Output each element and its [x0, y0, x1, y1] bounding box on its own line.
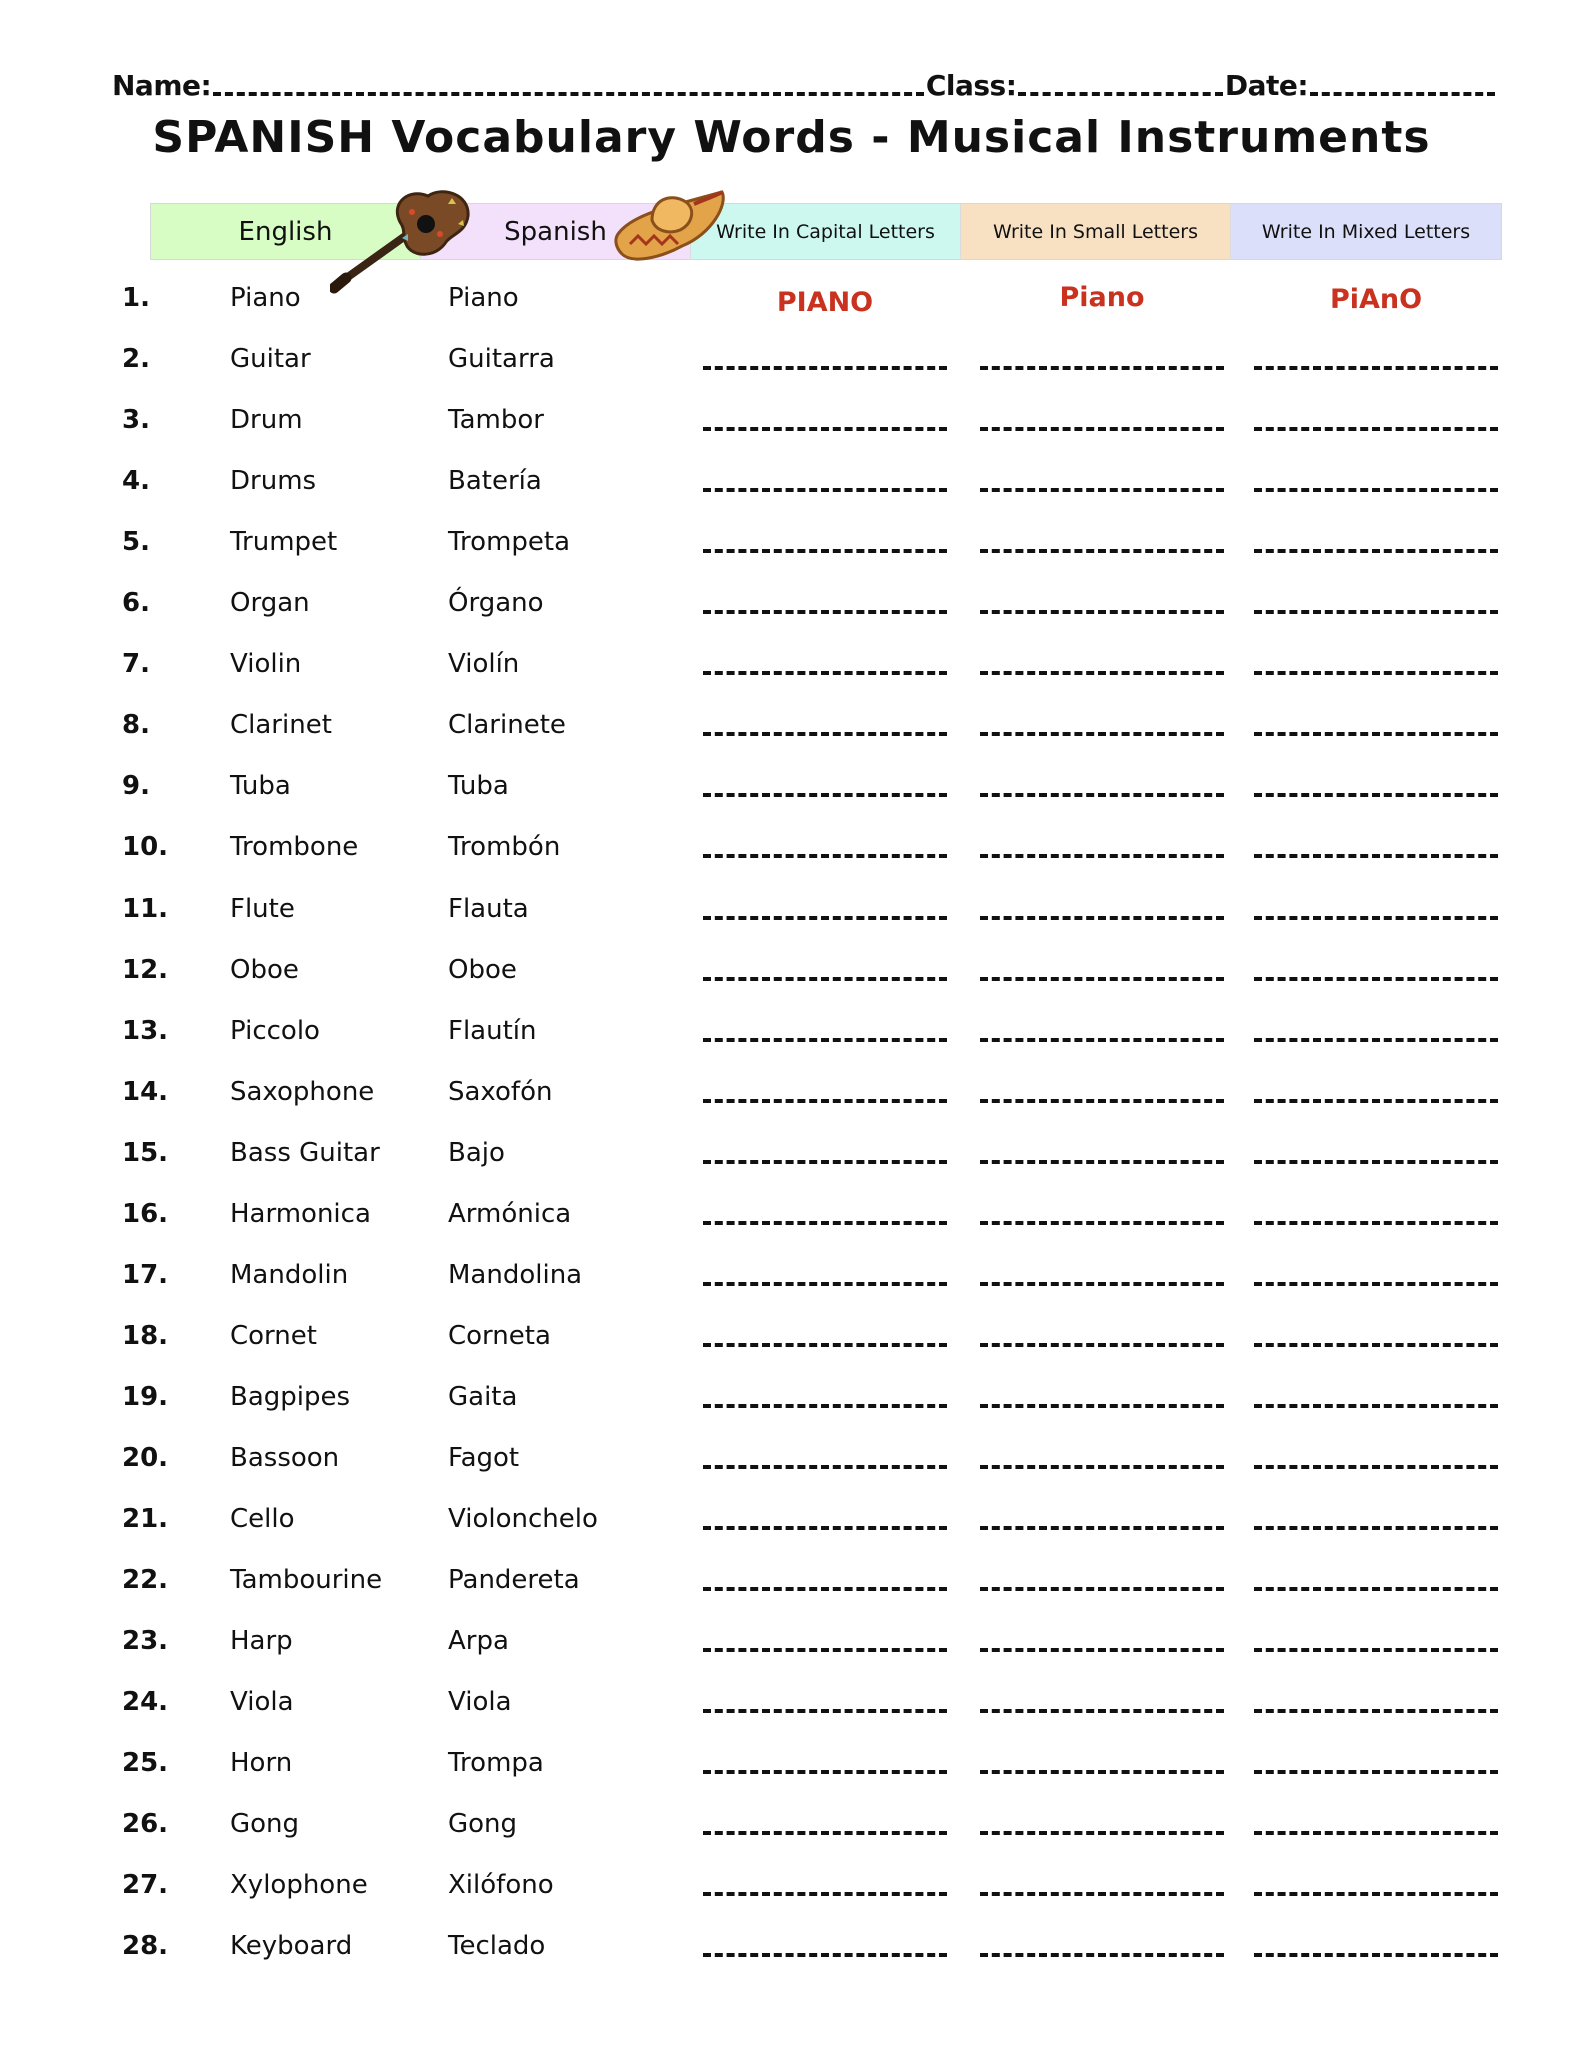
- spanish-word: Batería: [448, 466, 542, 496]
- spanish-word: Armónica: [448, 1199, 572, 1229]
- table-row: [0, 832, 1583, 872]
- spanish-word: Tuba: [448, 771, 509, 801]
- spanish-word: Gaita: [448, 1382, 518, 1412]
- capital-letters-blank[interactable]: [703, 1465, 947, 1469]
- row-number: 6.: [122, 588, 150, 618]
- mixed-letters-blank[interactable]: [1254, 1526, 1498, 1530]
- small-letters-blank[interactable]: [980, 1343, 1224, 1347]
- row-number: 10.: [122, 832, 169, 862]
- row-number: 7.: [122, 649, 150, 679]
- table-row: [0, 283, 1583, 323]
- table-row: [0, 894, 1583, 934]
- capital-letters-blank[interactable]: [703, 1648, 947, 1652]
- english-word: Organ: [230, 588, 310, 618]
- capital-letters-blank[interactable]: [703, 1831, 947, 1835]
- small-letters-blank[interactable]: [980, 488, 1224, 492]
- table-row: [0, 1321, 1583, 1361]
- english-word: Trombone: [230, 832, 359, 862]
- row-number: 16.: [122, 1199, 169, 1229]
- english-word: Tambourine: [230, 1565, 383, 1595]
- row-number: 11.: [122, 894, 169, 924]
- table-row: [0, 1138, 1583, 1178]
- table-row: [0, 1260, 1583, 1300]
- capital-letters-blank[interactable]: [703, 1282, 947, 1286]
- table-row: [0, 1931, 1583, 1971]
- spanish-word: Bajo: [448, 1138, 505, 1168]
- spanish-word: Arpa: [448, 1626, 509, 1656]
- table-row: [0, 405, 1583, 445]
- small-letters-blank[interactable]: [980, 1648, 1224, 1652]
- english-word: Viola: [230, 1687, 294, 1717]
- spanish-word: Mandolina: [448, 1260, 583, 1290]
- name-label: Name:: [112, 69, 212, 102]
- spanish-word: Oboe: [448, 955, 517, 985]
- english-word: Cello: [230, 1504, 295, 1534]
- capital-letters-blank[interactable]: [703, 1770, 947, 1774]
- date-label: Date:: [1224, 69, 1309, 102]
- mixed-letters-blank[interactable]: [1254, 1831, 1498, 1835]
- capital-letters-blank[interactable]: [703, 1404, 947, 1408]
- spanish-word: Trompa: [448, 1748, 544, 1778]
- mixed-letters-blank[interactable]: [1254, 1465, 1498, 1469]
- english-word: Trumpet: [230, 527, 338, 557]
- column-header-mixed: Write In Mixed Letters: [1231, 204, 1501, 259]
- capital-letters-blank[interactable]: [703, 1526, 947, 1530]
- capital-letters-blank[interactable]: [703, 977, 947, 981]
- mixed-letters-blank[interactable]: [1254, 1648, 1498, 1652]
- column-header-small: Write In Small Letters: [961, 204, 1231, 259]
- small-letters-blank[interactable]: [980, 1770, 1224, 1774]
- row-number: 14.: [122, 1077, 169, 1107]
- row-number: 23.: [122, 1626, 169, 1656]
- mixed-letters-blank[interactable]: [1254, 1099, 1498, 1103]
- capital-letters-blank[interactable]: [703, 671, 947, 675]
- english-word: Horn: [230, 1748, 293, 1778]
- spanish-word: Corneta: [448, 1321, 551, 1351]
- mixed-letters-blank[interactable]: [1254, 1587, 1498, 1591]
- small-letters-blank[interactable]: [980, 610, 1224, 614]
- spanish-word: Flauta: [448, 894, 529, 924]
- row-number: 21.: [122, 1504, 169, 1534]
- row-number: 18.: [122, 1321, 169, 1351]
- class-label: Class:: [925, 69, 1017, 102]
- mixed-letters-blank[interactable]: [1254, 427, 1498, 431]
- english-word: Bass Guitar: [230, 1138, 380, 1168]
- column-header-english: English: [151, 204, 421, 259]
- spanish-word: Xilófono: [448, 1870, 554, 1900]
- spanish-word: Violín: [448, 649, 520, 679]
- table-row: [0, 344, 1583, 384]
- english-word: Violin: [230, 649, 302, 679]
- table-row: [0, 1504, 1583, 1544]
- mixed-letters-blank[interactable]: [1254, 1770, 1498, 1774]
- small-letters-blank[interactable]: [980, 1099, 1224, 1103]
- spanish-word: Tambor: [448, 405, 544, 435]
- row-number: 12.: [122, 955, 169, 985]
- row-number: 13.: [122, 1016, 169, 1046]
- table-row: [0, 1443, 1583, 1483]
- mixed-letters-blank[interactable]: [1254, 732, 1498, 736]
- capital-letters-blank[interactable]: [703, 549, 947, 553]
- english-word: Flute: [230, 894, 295, 924]
- mixed-letters-blank[interactable]: [1254, 1404, 1498, 1408]
- row-number: 2.: [122, 344, 150, 374]
- capital-letters-blank[interactable]: [703, 1160, 947, 1164]
- small-letters-blank[interactable]: [980, 427, 1224, 431]
- spanish-word: Clarinete: [448, 710, 566, 740]
- row-number: 5.: [122, 527, 150, 557]
- column-header-capital: Write In Capital Letters: [691, 204, 961, 259]
- small-letters-blank[interactable]: [980, 1587, 1224, 1591]
- small-letters-blank[interactable]: [980, 732, 1224, 736]
- english-word: Clarinet: [230, 710, 332, 740]
- mixed-letters-blank[interactable]: [1254, 549, 1498, 553]
- spanish-word: Viola: [448, 1687, 512, 1717]
- small-letters-blank[interactable]: [980, 977, 1224, 981]
- english-word: Gong: [230, 1809, 300, 1839]
- spanish-word: Saxofón: [448, 1077, 553, 1107]
- row-number: 28.: [122, 1931, 169, 1961]
- mixed-letters-blank[interactable]: [1254, 1709, 1498, 1713]
- capital-letters-blank[interactable]: [703, 732, 947, 736]
- english-word: Tuba: [230, 771, 291, 801]
- english-word: Bassoon: [230, 1443, 340, 1473]
- table-row: [0, 1199, 1583, 1239]
- row-number: 25.: [122, 1748, 169, 1778]
- example-capital: PIANO: [776, 287, 874, 318]
- row-number: 17.: [122, 1260, 169, 1290]
- english-word: Xylophone: [230, 1870, 368, 1900]
- table-row: [0, 1809, 1583, 1849]
- mixed-letters-blank[interactable]: [1254, 916, 1498, 920]
- mixed-letters-blank[interactable]: [1254, 854, 1498, 858]
- table-row: [0, 527, 1583, 567]
- mixed-letters-blank[interactable]: [1254, 977, 1498, 981]
- table-row: [0, 1565, 1583, 1605]
- mixed-letters-blank[interactable]: [1254, 610, 1498, 614]
- table-row: [0, 1077, 1583, 1117]
- mixed-letters-blank[interactable]: [1254, 1038, 1498, 1042]
- row-number: 19.: [122, 1382, 169, 1412]
- table-row: [0, 1687, 1583, 1727]
- date-blank[interactable]: [1310, 92, 1495, 96]
- spanish-word: Trompeta: [448, 527, 571, 557]
- spanish-word: Guitarra: [448, 344, 555, 374]
- table-row: [0, 1748, 1583, 1788]
- mixed-letters-blank[interactable]: [1254, 1892, 1498, 1896]
- capital-letters-blank[interactable]: [703, 610, 947, 614]
- spanish-word: Teclado: [448, 1931, 546, 1961]
- row-number: 3.: [122, 405, 150, 435]
- spanish-word: Gong: [448, 1809, 518, 1839]
- table-row: [0, 1870, 1583, 1910]
- row-number: 8.: [122, 710, 150, 740]
- english-word: Harmonica: [230, 1199, 371, 1229]
- small-letters-blank[interactable]: [980, 671, 1224, 675]
- table-row: [0, 466, 1583, 506]
- small-letters-blank[interactable]: [980, 793, 1224, 797]
- mixed-letters-blank[interactable]: [1254, 1953, 1498, 1957]
- example-mixed: PiAnO: [1329, 284, 1423, 315]
- english-word: Keyboard: [230, 1931, 353, 1961]
- small-letters-blank[interactable]: [980, 1160, 1224, 1164]
- row-number: 20.: [122, 1443, 169, 1473]
- table-row: [0, 771, 1583, 811]
- spanish-word: Violonchelo: [448, 1504, 598, 1534]
- capital-letters-blank[interactable]: [703, 366, 947, 370]
- english-word: Saxophone: [230, 1077, 375, 1107]
- capital-letters-blank[interactable]: [703, 1343, 947, 1347]
- capital-letters-blank[interactable]: [703, 916, 947, 920]
- mixed-letters-blank[interactable]: [1254, 1282, 1498, 1286]
- mixed-letters-blank[interactable]: [1254, 488, 1498, 492]
- capital-letters-blank[interactable]: [703, 854, 947, 858]
- row-number: 22.: [122, 1565, 169, 1595]
- capital-letters-blank[interactable]: [703, 1892, 947, 1896]
- row-number: 15.: [122, 1138, 169, 1168]
- capital-letters-blank[interactable]: [703, 488, 947, 492]
- small-letters-blank[interactable]: [980, 916, 1224, 920]
- spanish-word: Flautín: [448, 1016, 537, 1046]
- mixed-letters-blank[interactable]: [1254, 671, 1498, 675]
- small-letters-blank[interactable]: [980, 1038, 1224, 1042]
- mixed-letters-blank[interactable]: [1254, 1160, 1498, 1164]
- small-letters-blank[interactable]: [980, 1526, 1224, 1530]
- capital-letters-blank[interactable]: [703, 427, 947, 431]
- row-number: 27.: [122, 1870, 169, 1900]
- spanish-word: Trombón: [448, 832, 561, 862]
- spanish-word: Piano: [448, 283, 519, 313]
- english-word: Piccolo: [230, 1016, 320, 1046]
- small-letters-blank[interactable]: [980, 1709, 1224, 1713]
- row-number: 24.: [122, 1687, 169, 1717]
- spanish-word: Órgano: [448, 588, 544, 618]
- class-blank[interactable]: [1018, 92, 1222, 96]
- small-letters-blank[interactable]: [980, 1282, 1224, 1286]
- english-word: Cornet: [230, 1321, 317, 1351]
- spanish-word: Pandereta: [448, 1565, 580, 1595]
- name-blank[interactable]: [213, 92, 924, 96]
- english-word: Piano: [230, 283, 301, 313]
- page-title: SPANISH Vocabulary Words - Musical Instruments: [152, 112, 1431, 163]
- table-row: [0, 588, 1583, 628]
- example-small: Piano: [1059, 282, 1145, 313]
- table-row: [0, 1016, 1583, 1056]
- capital-letters-blank[interactable]: [703, 1953, 947, 1957]
- table-row: [0, 649, 1583, 689]
- english-word: Harp: [230, 1626, 293, 1656]
- capital-letters-blank[interactable]: [703, 1038, 947, 1042]
- mixed-letters-blank[interactable]: [1254, 1221, 1498, 1225]
- small-letters-blank[interactable]: [980, 1831, 1224, 1835]
- small-letters-blank[interactable]: [980, 1221, 1224, 1225]
- mixed-letters-blank[interactable]: [1254, 1343, 1498, 1347]
- mixed-letters-blank[interactable]: [1254, 366, 1498, 370]
- small-letters-blank[interactable]: [980, 854, 1224, 858]
- column-header-spanish: Spanish: [421, 204, 691, 259]
- small-letters-blank[interactable]: [980, 1465, 1224, 1469]
- sombrero-icon: [612, 184, 732, 268]
- english-word: Bagpipes: [230, 1382, 351, 1412]
- capital-letters-blank[interactable]: [703, 1587, 947, 1591]
- guitar-icon: [330, 182, 480, 294]
- student-info-line: [112, 62, 1497, 102]
- table-row: [0, 1626, 1583, 1666]
- capital-letters-blank[interactable]: [703, 1099, 947, 1103]
- small-letters-blank[interactable]: [980, 1892, 1224, 1896]
- english-word: Drums: [230, 466, 317, 496]
- english-word: Oboe: [230, 955, 299, 985]
- small-letters-blank[interactable]: [980, 1404, 1224, 1408]
- table-row: [0, 710, 1583, 750]
- small-letters-blank[interactable]: [980, 549, 1224, 553]
- mixed-letters-blank[interactable]: [1254, 793, 1498, 797]
- row-number: 4.: [122, 466, 150, 496]
- table-row: [0, 1382, 1583, 1422]
- english-word: Drum: [230, 405, 303, 435]
- row-number: 1.: [122, 283, 150, 313]
- capital-letters-blank[interactable]: [703, 1709, 947, 1713]
- table-row: [0, 955, 1583, 995]
- capital-letters-blank[interactable]: [703, 793, 947, 797]
- english-word: Mandolin: [230, 1260, 349, 1290]
- capital-letters-blank[interactable]: [703, 1221, 947, 1225]
- small-letters-blank[interactable]: [980, 366, 1224, 370]
- english-word: Guitar: [230, 344, 311, 374]
- row-number: 26.: [122, 1809, 169, 1839]
- spanish-word: Fagot: [448, 1443, 520, 1473]
- small-letters-blank[interactable]: [980, 1953, 1224, 1957]
- row-number: 9.: [122, 771, 150, 801]
